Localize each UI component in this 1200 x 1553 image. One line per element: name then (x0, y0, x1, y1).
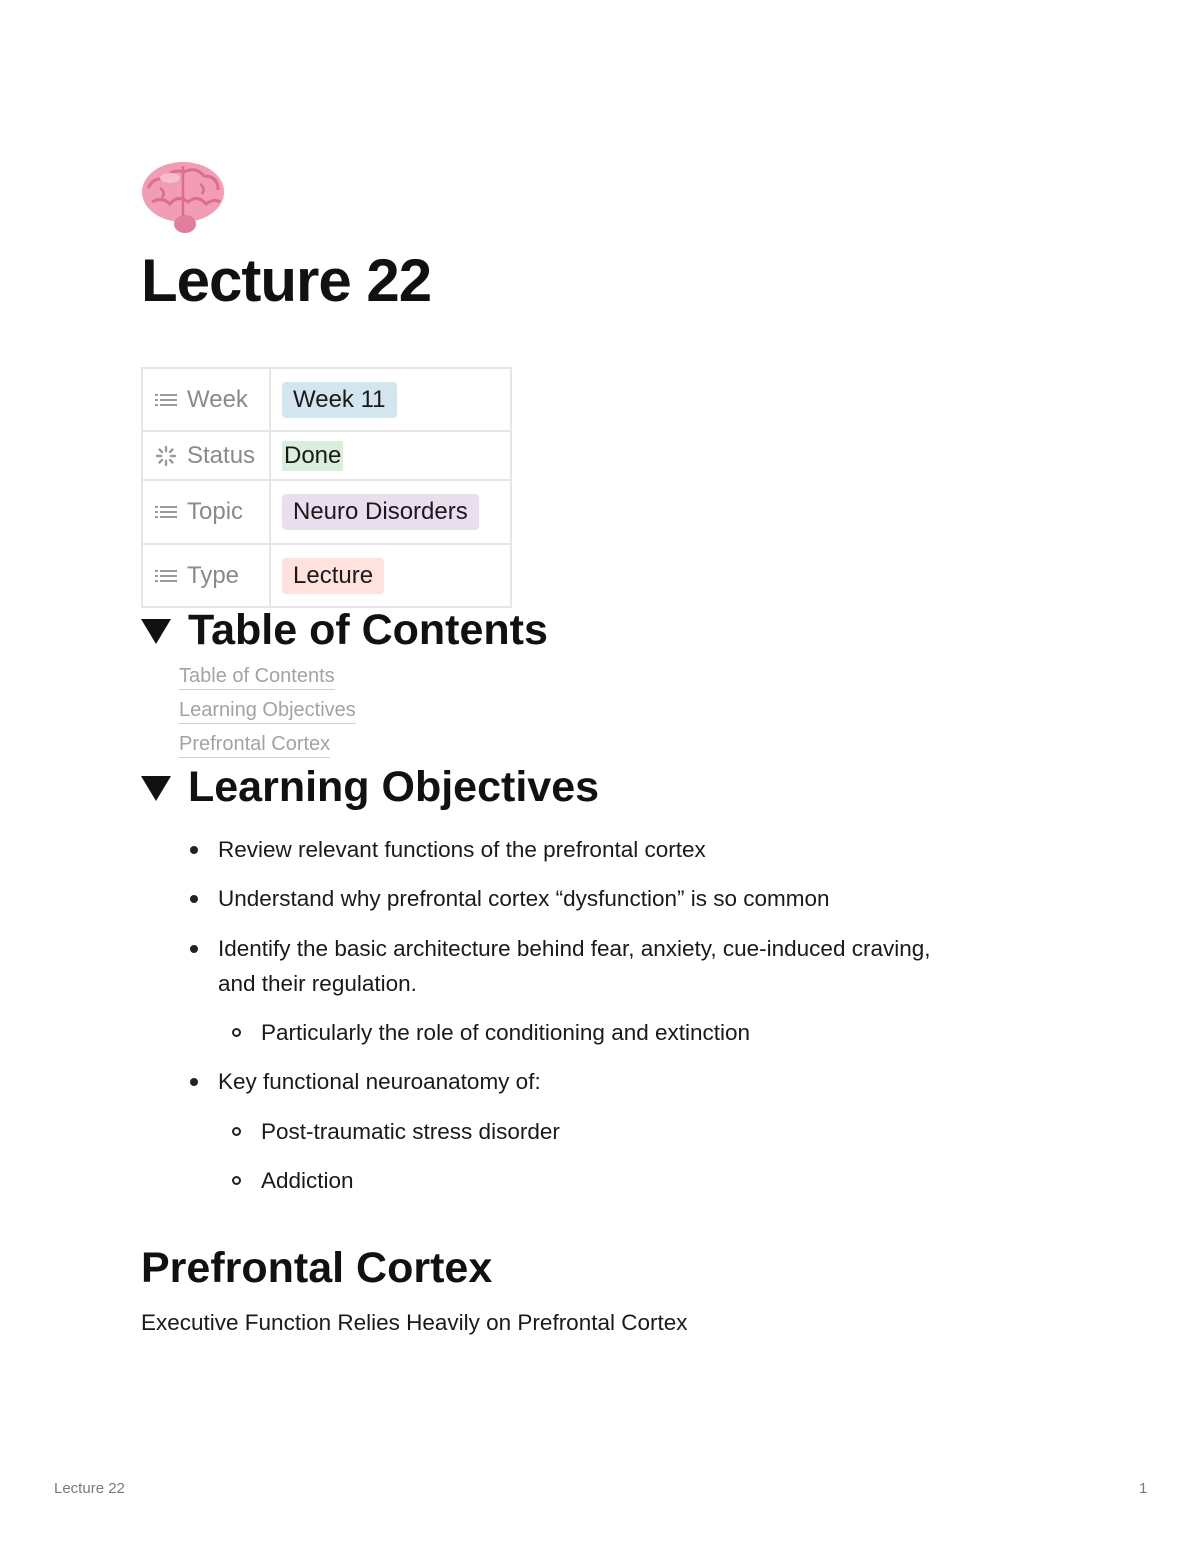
bullet (232, 1127, 241, 1136)
toc-link-learning-objectives[interactable]: Learning Objectives (179, 698, 356, 724)
property-row-topic[interactable] (142, 480, 511, 544)
bullet (190, 945, 198, 953)
property-key: Type (187, 561, 240, 589)
toc-heading-text: Table of Contents (188, 606, 548, 654)
property-key: Topic (187, 498, 244, 525)
list-item: Key functional neuroanatomy of: (218, 1064, 948, 1099)
bullet (190, 1078, 198, 1086)
list-item: Addiction (261, 1163, 991, 1198)
status-tag[interactable]: Done (284, 441, 342, 469)
list-item: Review relevant functions of the prefrontal cortex (218, 832, 948, 867)
toggle-triangle-icon[interactable] (141, 774, 171, 802)
property-row-status[interactable] (142, 431, 511, 480)
bullet (190, 895, 198, 903)
property-row-week[interactable] (142, 368, 511, 431)
type-tag[interactable]: Lecture (282, 558, 384, 594)
list-item: Post-traumatic stress disorder (261, 1114, 991, 1149)
toggle-triangle-icon[interactable] (141, 617, 171, 645)
list-item: Identify the basic architecture behind fear, anxiety, cue-induced craving, and their regulation. (218, 931, 948, 1001)
status-icon (155, 445, 177, 467)
week-tag[interactable]: Week 11 (282, 382, 397, 418)
brain-icon (140, 158, 226, 236)
list-item: Understand why prefrontal cortex “dysfunction” is so common (218, 881, 948, 916)
toc-links (179, 664, 356, 766)
property-row-type[interactable] (142, 544, 511, 607)
topic-tag[interactable]: Neuro Disorders (282, 494, 479, 530)
footer-title: Lecture 22 (54, 1480, 125, 1497)
list-icon (155, 504, 177, 520)
paragraph: Executive Function Relies Heavily on Prefrontal Cortex (141, 1310, 688, 1335)
list-icon (155, 568, 177, 584)
objectives-heading-text: Learning Objectives (188, 763, 600, 811)
bullet (232, 1176, 241, 1185)
objectives-toggle-heading[interactable] (141, 763, 599, 812)
bullet (190, 846, 198, 854)
properties-table (141, 367, 512, 608)
toc-link-prefrontal-cortex[interactable]: Prefrontal Cortex (179, 732, 330, 758)
page-number: 1 (1139, 1480, 1148, 1497)
toc-link-table-of-contents[interactable]: Table of Contents (179, 664, 335, 690)
toc-toggle-heading[interactable] (141, 606, 548, 655)
list-icon (155, 392, 177, 408)
page-title: Lecture 22 (141, 247, 432, 314)
property-key: Status (187, 441, 256, 469)
property-key: Week (187, 385, 248, 413)
bullet (232, 1028, 241, 1037)
list-item: Particularly the role of conditioning and extinction (261, 1015, 991, 1050)
prefrontal-cortex-heading: Prefrontal Cortex (141, 1244, 493, 1292)
